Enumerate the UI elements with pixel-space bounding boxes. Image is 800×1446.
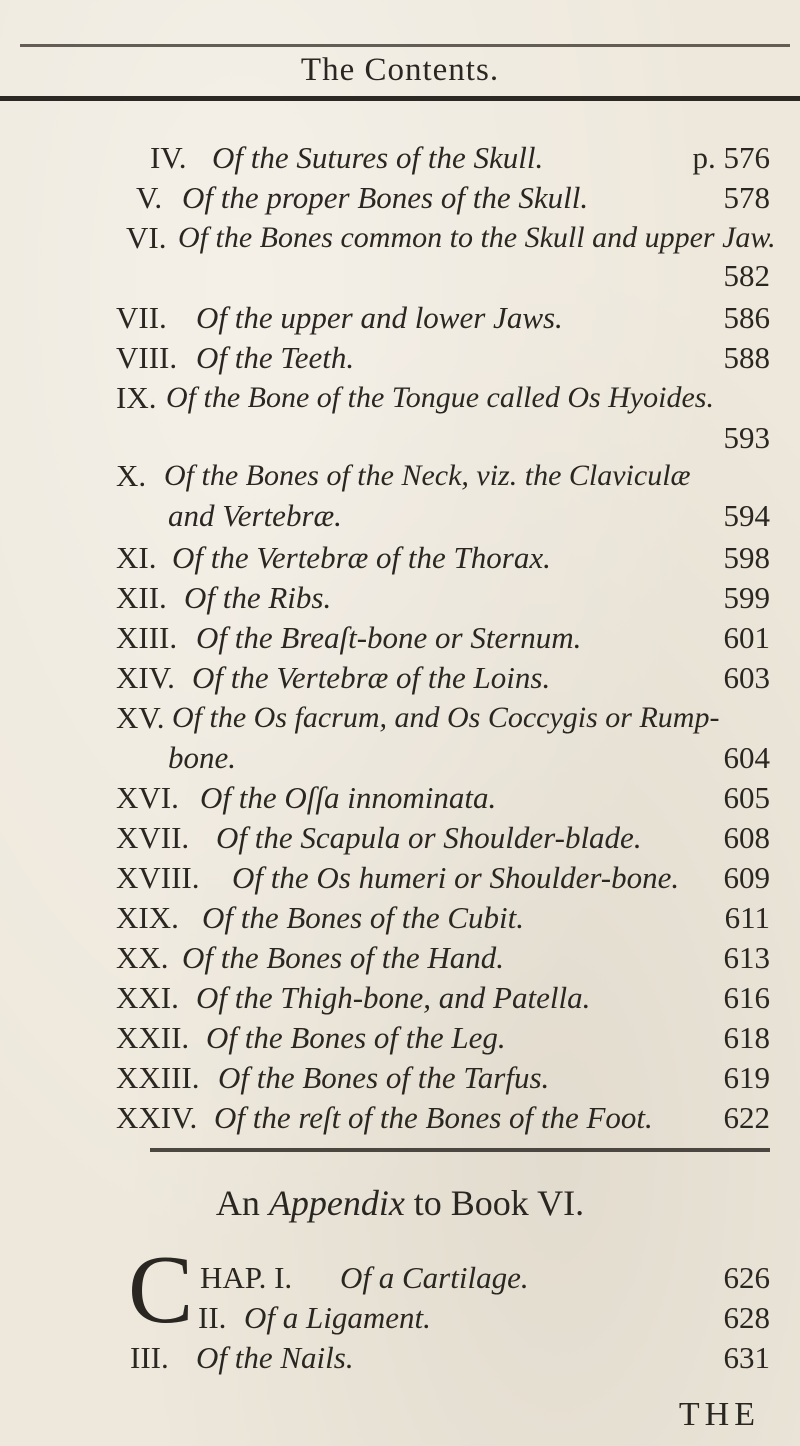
chapter-title-continuation: bone. bbox=[168, 740, 237, 775]
toc-entry-10 bbox=[0, 454, 800, 498]
chapter-number: XVII. bbox=[116, 820, 190, 855]
page-number: 622 bbox=[723, 1100, 770, 1135]
page-number: 578 bbox=[723, 180, 770, 215]
appendix-item-title: Of a Cartilage. bbox=[340, 1260, 529, 1295]
page-number: 604 bbox=[723, 740, 770, 775]
toc-entry-12 bbox=[0, 576, 800, 620]
chapter-title: Of the Bones of the Leg. bbox=[206, 1020, 506, 1055]
chapter-number: XV. bbox=[116, 700, 165, 735]
appendix-item-label: III. bbox=[130, 1340, 169, 1375]
chapter-title: Of the Teeth. bbox=[196, 340, 355, 375]
chapter-number: XXIV. bbox=[116, 1100, 198, 1135]
chapter-title: Of the Ribs. bbox=[184, 580, 332, 615]
top-rule bbox=[20, 44, 790, 47]
chapter-number: VI. bbox=[126, 220, 167, 255]
page-number: 608 bbox=[723, 820, 770, 855]
page-number: 582 bbox=[723, 258, 770, 293]
toc-entry-11 bbox=[0, 536, 800, 580]
chapter-title: Of the reſt of the Bones of the Foot. bbox=[214, 1100, 653, 1135]
chapter-title: Of the upper and lower Jaws. bbox=[196, 300, 563, 335]
toc-entry-7 bbox=[0, 296, 800, 340]
page-number: 613 bbox=[723, 940, 770, 975]
toc-entry-13 bbox=[0, 616, 800, 660]
toc-entry-9-page bbox=[0, 418, 800, 458]
page-number: 611 bbox=[724, 900, 770, 935]
chapter-number: V. bbox=[136, 180, 163, 215]
chapter-number: XXI. bbox=[116, 980, 179, 1015]
chapter-number: VII. bbox=[116, 300, 167, 335]
chapter-title: Of the Bones of the Neck, viz. the Claviculæ bbox=[164, 459, 691, 492]
page-number: 586 bbox=[723, 300, 770, 335]
appendix-item-2 bbox=[0, 1296, 800, 1340]
chapter-number: XX. bbox=[116, 940, 169, 975]
chapter-number: XXII. bbox=[116, 1020, 190, 1055]
toc-entry-20 bbox=[0, 936, 800, 980]
page-number: 618 bbox=[723, 1020, 770, 1055]
toc-entry-15 bbox=[0, 696, 800, 740]
page-number: 593 bbox=[723, 420, 770, 455]
chapter-number: XIII. bbox=[116, 620, 178, 655]
chapter-title-continuation: and Vertebræ. bbox=[168, 498, 342, 533]
chapter-title: Of the Oſſa innominata. bbox=[200, 780, 497, 815]
page-number: 605 bbox=[723, 780, 770, 815]
toc-entry-6 bbox=[0, 216, 800, 260]
appendix-item-label: HAP. I. bbox=[200, 1260, 293, 1295]
appendix-item-title: Of a Ligament. bbox=[244, 1300, 431, 1335]
page-number: 609 bbox=[723, 860, 770, 895]
appendix-heading-prefix: An bbox=[215, 1183, 260, 1223]
chapter-title: Of the Vertebræ of the Thorax. bbox=[172, 540, 551, 575]
chapter-title: Of the proper Bones of the Skull. bbox=[182, 180, 589, 215]
toc-entry-16 bbox=[0, 776, 800, 820]
page-number: 626 bbox=[723, 1260, 770, 1295]
chapter-title: Of the Vertebræ of the Loins. bbox=[192, 660, 551, 695]
toc-entry-14 bbox=[0, 656, 800, 700]
chapter-title: Of the Os facrum, and Os Coccygis or Rump- bbox=[172, 701, 720, 734]
page-number: p. 576 bbox=[692, 140, 770, 175]
page-number: 631 bbox=[723, 1340, 770, 1375]
toc-entry-6-page bbox=[0, 256, 800, 296]
drop-cap-letter: C bbox=[128, 1236, 194, 1344]
toc-entry-18 bbox=[0, 856, 800, 900]
toc-entry-9 bbox=[0, 376, 800, 420]
toc-entry-8 bbox=[0, 336, 800, 380]
chapter-title: Of the Thigh-bone, and Patella. bbox=[196, 980, 591, 1015]
chapter-title: Of the Bones common to the Skull and upper Jaw. bbox=[178, 221, 776, 254]
toc-entry-19 bbox=[0, 896, 800, 940]
appendix-heading-suffix: to Book VI. bbox=[413, 1183, 585, 1223]
page-number: 603 bbox=[723, 660, 770, 695]
chapter-title: Of the Bones of the Hand. bbox=[182, 940, 505, 975]
chapter-number: XXIII. bbox=[116, 1060, 200, 1095]
appendix-item-title: Of the Nails. bbox=[196, 1340, 354, 1375]
chapter-title: Of the Bones of the Tarfus. bbox=[218, 1060, 550, 1095]
chapter-number: XVI. bbox=[116, 780, 179, 815]
toc-entry-5 bbox=[0, 176, 800, 220]
chapter-number: VIII. bbox=[116, 340, 178, 375]
chapter-title: Of the Bone of the Tongue called Os Hyoides. bbox=[166, 381, 714, 414]
toc-entry-15-continuation bbox=[0, 738, 800, 778]
toc-entry-24 bbox=[0, 1096, 800, 1140]
toc-entry-4 bbox=[0, 136, 800, 180]
chapter-number: XI. bbox=[116, 540, 157, 575]
section-divider bbox=[150, 1148, 770, 1152]
chapter-number: XVIII. bbox=[116, 860, 200, 895]
appendix-item-label: II. bbox=[198, 1300, 227, 1335]
page-number: 601 bbox=[723, 620, 770, 655]
appendix-item-1 bbox=[0, 1256, 800, 1300]
header-rule bbox=[0, 96, 800, 101]
chapter-title: Of the Bones of the Cubit. bbox=[202, 900, 525, 935]
page-title: The Contents. bbox=[300, 52, 500, 88]
page-number: 619 bbox=[723, 1060, 770, 1095]
page-number: 588 bbox=[723, 340, 770, 375]
catchword: THE bbox=[678, 1396, 760, 1433]
page-number: 616 bbox=[723, 980, 770, 1015]
chapter-number: XIX. bbox=[116, 900, 179, 935]
page-number: 594 bbox=[723, 498, 770, 533]
chapter-number: IX. bbox=[116, 380, 157, 415]
page-number: 598 bbox=[723, 540, 770, 575]
chapter-title: Of the Os humeri or Shoulder-bone. bbox=[232, 860, 680, 895]
toc-entry-23 bbox=[0, 1056, 800, 1100]
chapter-number: XII. bbox=[116, 580, 167, 615]
page-number: 628 bbox=[723, 1300, 770, 1335]
toc-entry-10-continuation bbox=[0, 496, 800, 536]
appendix-heading-italic: Appendix bbox=[268, 1183, 405, 1223]
toc-entry-21 bbox=[0, 976, 800, 1020]
chapter-title: Of the Sutures of the Skull. bbox=[212, 140, 544, 175]
appendix-heading bbox=[0, 1182, 800, 1224]
toc-entry-17 bbox=[0, 816, 800, 860]
page-number: 599 bbox=[723, 580, 770, 615]
appendix-item-3 bbox=[0, 1336, 800, 1380]
toc-entry-22 bbox=[0, 1016, 800, 1060]
chapter-title: Of the Breaſt-bone or Sternum. bbox=[196, 620, 582, 655]
chapter-number: XIV. bbox=[116, 660, 175, 695]
chapter-title: Of the Scapula or Shoulder-blade. bbox=[216, 820, 642, 855]
chapter-number: X. bbox=[116, 458, 147, 493]
chapter-number: IV. bbox=[150, 140, 187, 175]
